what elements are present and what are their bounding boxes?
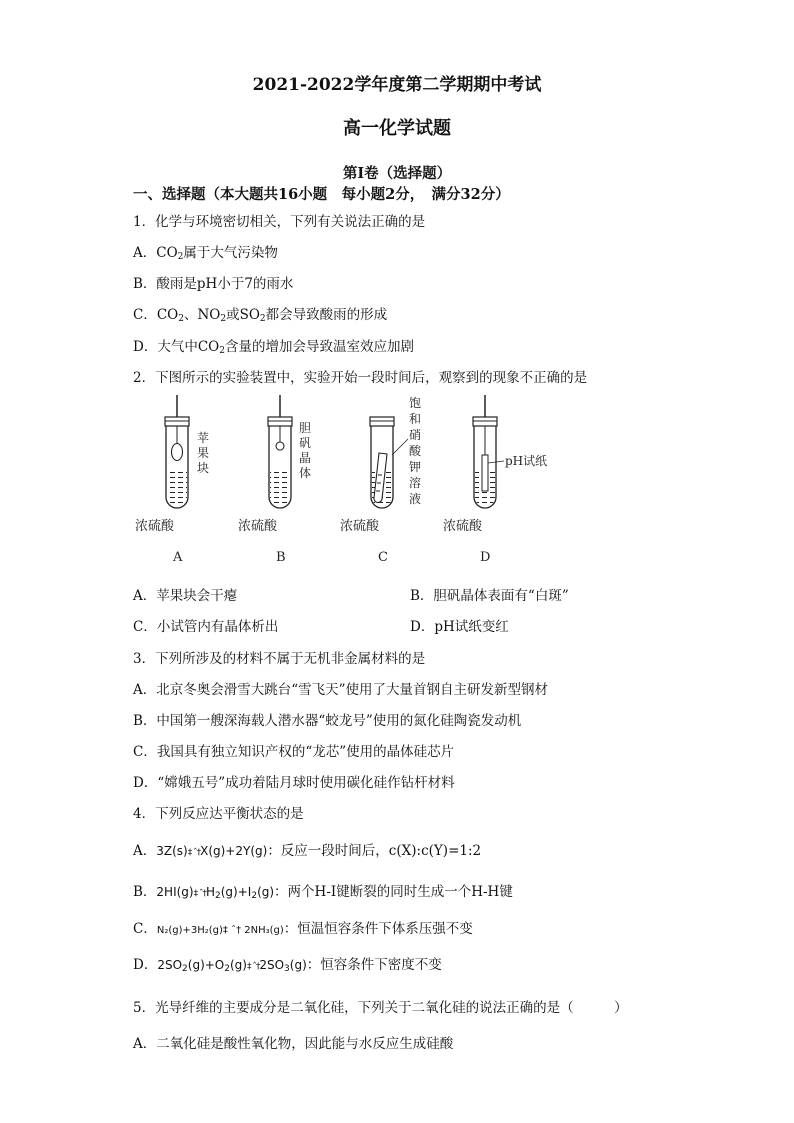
acid-labels xyxy=(135,519,483,534)
label-b-char-4: 体 xyxy=(299,466,312,480)
tube-letters xyxy=(172,550,490,565)
q2-apparatus-figure xyxy=(130,395,550,570)
acid-label-a: 浓硫酸 xyxy=(135,519,175,534)
q3-option-b: B．中国第一艘深海载人潜水器“蛟龙号”使用的氮化硅陶瓷发动机 xyxy=(133,713,522,729)
q4-option-c: C．N₂(g)+3H₂(g)‡ ˆ† 2NH₃(g)：恒温恒容条件下体系压强不变 xyxy=(133,921,473,937)
q1-stem: 1．化学与环境密切相关，下列有关说法正确的是 xyxy=(133,214,426,230)
label-a-char-2: 果 xyxy=(197,446,210,460)
label-a-char-1: 苹 xyxy=(197,431,210,445)
tube-letter-d: D xyxy=(480,550,491,565)
label-a-apple xyxy=(197,431,209,475)
tube-letter-a: A xyxy=(173,550,183,565)
q3-stem: 3．下列所涉及的材料不属于无机非金属材料的是 xyxy=(133,651,426,667)
q3-option-d: D．“嫦娥五号”成功着陆月球时使用碳化硅作钻杆材料 xyxy=(133,775,455,791)
acid-label-d: 浓硫酸 xyxy=(443,519,483,534)
q1-option-a: A．$CO_2$属于大气污染物 xyxy=(133,245,278,262)
q4-stem: 4．下列反应达平衡状态的是 xyxy=(133,806,304,822)
section-heading: 一、选择题（本大题共16小题 每小题2分， 满分32分） xyxy=(133,186,510,203)
q1-option-d: D．大气中$CO_2$含量的增加会导致温室效应加剧 xyxy=(133,339,414,356)
exam-title: 2021-2022学年度第二学期期中考试 xyxy=(252,75,542,95)
label-c-solution xyxy=(409,395,422,506)
label-d-ph-paper: pH试纸 xyxy=(505,454,548,468)
q3-option-c: C．我国具有独立知识产权的“龙芯”使用的晶体硅芯片 xyxy=(133,744,455,760)
label-a-char-3: 块 xyxy=(197,461,210,475)
q1-option-c: C．$CO_2$、$NO_2$或$SO_2$都会导致酸雨的形成 xyxy=(133,307,388,324)
label-c-char-1: 饱 xyxy=(409,396,422,410)
q2-stem: 2．下图所示的实验装置中，实验开始一段时间后，观察到的现象不正确的是 xyxy=(133,370,588,386)
exam-subtitle: 高一化学试题 xyxy=(343,118,451,139)
q2-option-c: C．小试管内有晶体析出 xyxy=(133,619,279,635)
label-c-char-3: 硝 xyxy=(409,428,422,442)
label-c-char-2: 和 xyxy=(409,412,422,426)
q2-option-a: A．苹果块会干瘪 xyxy=(133,588,238,604)
label-b-char-2: 矾 xyxy=(299,436,312,450)
label-c-char-6: 溶 xyxy=(409,476,422,490)
test-tube-a xyxy=(165,395,189,508)
q4-option-a: A．3Z(s)‡ ˆ†X(g)+2Y(g)：反应一段时间后，c(X):c(Y)=1:2 xyxy=(133,843,482,859)
label-c-char-5: 钾 xyxy=(409,460,422,474)
test-tube-d xyxy=(473,395,504,508)
label-c-char-4: 酸 xyxy=(409,444,422,458)
q5-stem: 5．光导纤维的主要成分是二氧化硅，下列关于二氧化硅的说法正确的是（ ） xyxy=(133,1000,628,1016)
acid-label-c: 浓硫酸 xyxy=(340,519,380,534)
tube-letter-c: C xyxy=(378,550,388,565)
label-b-char-1: 胆 xyxy=(299,421,312,435)
label-b-char-3: 晶 xyxy=(299,451,312,465)
q1-option-b: B．酸雨是pH小于7的雨水 xyxy=(133,276,294,292)
q5-option-a: A．二氧化硅是酸性氧化物，因此能与水反应生成硅酸 xyxy=(133,1036,454,1052)
volume-heading: 第I卷（选择题） xyxy=(342,165,452,182)
q4-option-b: B．2HI(g)‡ $ˆ\dagger H_2(g)+I_2(g)$：两个H-I键断裂的同时生成一个H-H键 xyxy=(133,884,513,901)
label-c-char-7: 液 xyxy=(409,492,422,506)
q4-option-d: D．$2SO_2(g)+O_2(g)\ddagger$ $ˆ\dagger 2SO_3(g)$：恒容条件下密度不变 xyxy=(133,957,442,974)
label-b-crystal xyxy=(299,421,311,480)
test-tube-b xyxy=(268,395,292,508)
q2-option-b: B．胆矾晶体表面有“白斑” xyxy=(410,588,569,604)
acid-label-b: 浓硫酸 xyxy=(238,519,278,534)
q3-option-a: A．北京冬奥会滑雪大跳台“雪飞天”使用了大量首钢自主研发新型钢材 xyxy=(133,682,549,698)
test-tube-c xyxy=(370,417,408,508)
q2-option-d: D．pH试纸变红 xyxy=(410,619,509,635)
tube-letter-b: B xyxy=(276,550,286,565)
